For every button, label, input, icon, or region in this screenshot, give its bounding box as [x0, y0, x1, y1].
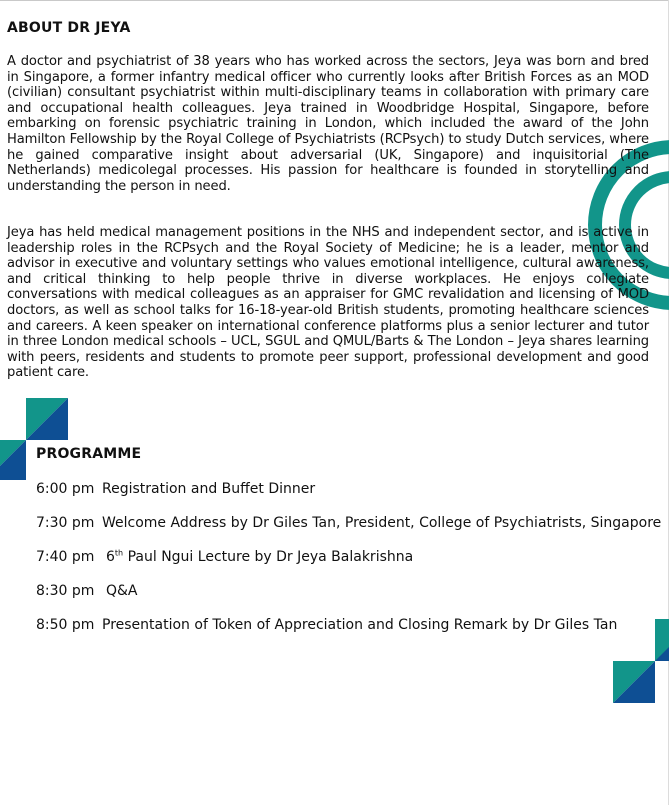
top-border	[0, 0, 669, 1]
about-heading: ABOUT DR JEYA	[7, 20, 131, 36]
lecture-ordinal-number: 6	[106, 549, 115, 565]
about-paragraph-2: Jeya has held medical management positions in the NHS and independent sector, and is active in leadership roles in the RCPsych and the Royal Society of Medicine; he is a leader, mentor and advisor in executive and voluntary settings who values emotional intelligence, cultural awareness, and critical thinking to help people thrive in diverse workplaces. He enjoys collegiate conversations with medical colleagues as an appraiser for GMC revalidation and licensing of MOD doctors, as well as school talks for 16-18-year-old British students, promoting healthcare sciences and careers. A keen speaker on international conference platforms plus a senior lecturer and tutor in three London medical schools – UCL, SGUL and QMUL/Barts & The London – Jeya shares learning with peers, residents and students to promote peer support, professional development and good patient care.	[7, 225, 649, 381]
programme-heading: PROGRAMME	[36, 446, 142, 462]
lecture-title: Paul Ngui Lecture by Dr Jeya Balakrishna	[127, 549, 414, 565]
programme-time: 7:40 pm	[36, 549, 95, 565]
programme-time: 8:50 pm	[36, 617, 95, 633]
programme-item	[36, 548, 413, 566]
programme-time: 8:30 pm	[36, 583, 95, 599]
programme-time: 6:00 pm	[36, 481, 95, 497]
programme-description: Q&A	[106, 583, 138, 599]
programme-item	[36, 582, 138, 600]
decorative-triangles-left	[0, 398, 68, 482]
decorative-triangles-right	[613, 619, 669, 703]
programme-description: Presentation of Token of Appreciation and Closing Remark by Dr Giles Tan	[102, 617, 618, 633]
programme-description: Registration and Buffet Dinner	[102, 481, 316, 497]
programme-item	[36, 480, 315, 498]
programme-description: Welcome Address by Dr Giles Tan, President, College of Psychiatrists, Singapore	[102, 515, 662, 531]
about-paragraph-1: A doctor and psychiatrist of 38 years who has worked across the sectors, Jeya was born and bred in Singapore, a former infantry medical officer who currently looks after British Forces as an MOD (civilian) consultant psychiatrist within multi-disciplinary teams in collaboration with primary care and occupational health colleagues. Jeya trained in Woodbridge Hospital, Singapore, before embarking on forensic psychiatric training in London, which included the award of the John Hamilton Fellowship by the Royal College of Psychiatrists (RCPsych) to study Dutch services, where he gained comparative insight about adversarial (UK, Singapore) and inquisitorial (The Netherlands) medicolegal processes. His passion for healthcare is founded in storytelling and understanding the person in need.	[7, 54, 649, 194]
programme-item	[36, 514, 661, 532]
lecture-ordinal-suffix: th	[114, 548, 124, 558]
programme-item	[36, 616, 617, 634]
programme-description	[106, 548, 413, 566]
programme-time: 7:30 pm	[36, 515, 95, 531]
